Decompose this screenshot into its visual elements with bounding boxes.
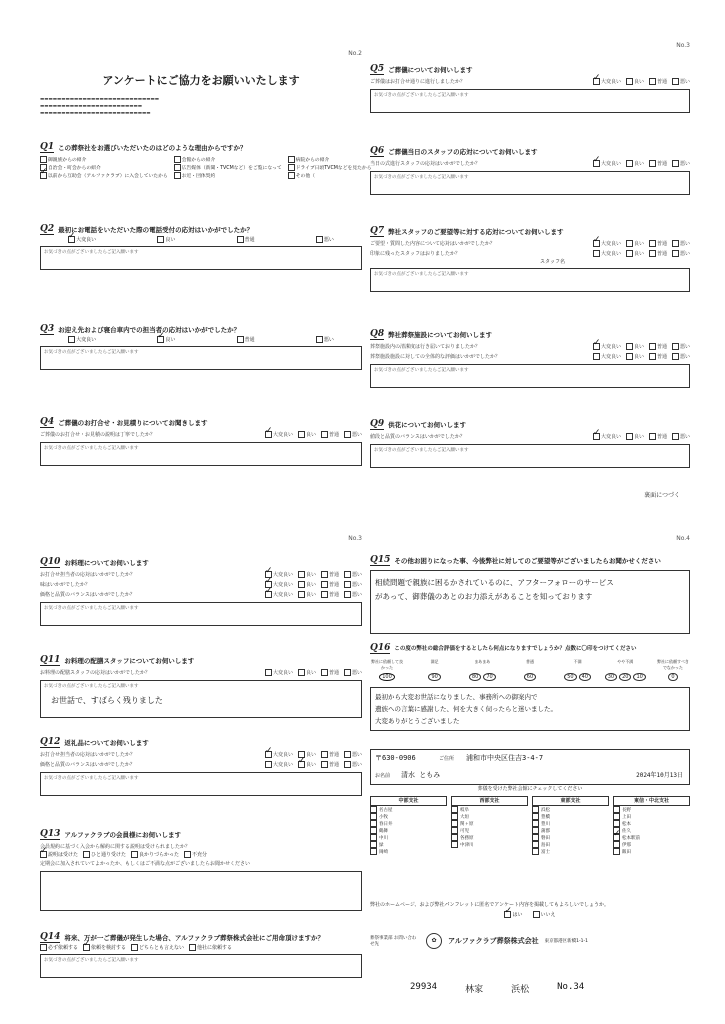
- region-hall-option[interactable]: [532, 827, 609, 834]
- region-hall-option[interactable]: [532, 841, 609, 848]
- rating-score-option[interactable]: 0: [668, 673, 677, 681]
- checkbox[interactable]: [532, 820, 539, 827]
- question-number: Q1: [40, 141, 55, 152]
- rating-scale-label: 満足: [430, 659, 439, 664]
- q1-option[interactable]: 自治会・町会からの紹介: [40, 164, 168, 171]
- checkbox[interactable]: [370, 806, 377, 813]
- region-hall-option[interactable]: [370, 848, 447, 855]
- question-text: ご葬儀当日のスタッフの応対についてお伺いします: [388, 147, 538, 156]
- region-hall-option[interactable]: [451, 827, 528, 834]
- handwritten-line-1: 最初から大変お世話になりました、事務所への御案内で: [375, 693, 538, 701]
- region-hall-option[interactable]: [532, 806, 609, 813]
- checkbox[interactable]: [613, 813, 620, 820]
- question-number: Q8: [370, 328, 385, 339]
- region-hall-label: 鶴舞: [379, 828, 388, 834]
- address-value: 浦和市中央区住吉3-4-7: [466, 754, 544, 762]
- region-column: [532, 796, 609, 855]
- rating-scale-label: 普通: [525, 659, 534, 664]
- rating-scale-label: やや不満: [617, 659, 634, 664]
- region-hall-option[interactable]: [613, 834, 690, 841]
- region-hall-label: 岐阜: [460, 807, 469, 813]
- rating-score-option[interactable]: 30: [605, 673, 617, 681]
- q1-option[interactable]: ドライブ日頃TVCMなどを見たから: [288, 164, 372, 171]
- region-hall-label: 蒲郡: [541, 828, 550, 834]
- survey-sheet-page-3b: [40, 535, 362, 1015]
- checkbox[interactable]: [613, 806, 620, 813]
- comment-box[interactable]: お気づきの点がございましたらご記入願います: [370, 268, 690, 292]
- region-column-header: 東部支社: [532, 796, 609, 806]
- rating-scale: [370, 659, 690, 681]
- survey-intro: ▬▬▬▬▬▬▬▬▬▬▬▬▬▬▬▬▬▬▬▬▬▬▬▬▬▬▬▬ ▬▬▬▬▬▬▬▬▬▬▬▬▬▬▬▬▬▬▬▬▬▬▬▬ ▬▬▬▬▬▬▬▬▬▬▬▬▬▬▬▬▬▬▬▬▬▬▬▬▬▬: [40, 97, 160, 116]
- region-hall-label: 松本: [622, 821, 631, 827]
- address-block[interactable]: [370, 749, 690, 785]
- name-value: 清水 ともみ: [401, 771, 441, 779]
- question-15: [370, 553, 690, 634]
- question-text: 返礼品についてお伺いします: [64, 738, 149, 747]
- region-hall-label: 大垣: [460, 814, 469, 820]
- question-number: Q9: [370, 418, 385, 429]
- consent-yes[interactable]: ✓ はい: [504, 911, 522, 918]
- question-7: Q7 弊社スタッフのご要望等に対する応対についてお伺いします ご要望・質問した内容について応対はいかがでしたか？ ✓ 大変良い 良い 普通 悪い 印象に残ったスタッフはおりましたか？ 大変良い 良い 普通 悪い スタッフ名 お気づきの点がございましたらご記入願います: [370, 224, 690, 292]
- region-column-header: 西部支社: [451, 796, 528, 806]
- question-text: 弊社葬祭施設についてお伺いします: [388, 330, 492, 339]
- rating-good[interactable]: 良い: [157, 236, 175, 243]
- question-2: [40, 222, 362, 270]
- question-text: ご葬儀のお打合せ・お見積りについてお聞きします: [58, 418, 208, 427]
- rating-score-option[interactable]: 60: [524, 673, 536, 681]
- question-16: [370, 641, 690, 731]
- region-hall-option[interactable]: [613, 813, 690, 820]
- rating-options: [40, 336, 362, 343]
- page-number: No.2: [348, 50, 362, 57]
- region-column: [613, 796, 690, 855]
- question-text: 供花についてお伺いします: [388, 420, 466, 429]
- rating-scale-column: [370, 659, 404, 681]
- staff-name-label: スタッフ名: [540, 259, 566, 265]
- checkbox[interactable]: [532, 806, 539, 813]
- rating-scale-column: [465, 659, 499, 681]
- region-column-header: 中部支社: [370, 796, 447, 806]
- checkbox[interactable]: [370, 820, 377, 827]
- checkbox[interactable]: [613, 841, 620, 848]
- handwritten-line-2: があって、御葬儀のあとのお力添えがあることを知っております: [375, 592, 593, 601]
- comment-box[interactable]: お気づきの点がございましたらご記入願います お世話で、すばらく残りました: [40, 680, 362, 718]
- region-hall-label: 島田: [541, 842, 550, 848]
- rating-scale-label: 弊社に依頼して良かった: [371, 659, 403, 670]
- question-number: Q3: [40, 323, 55, 334]
- comment-box[interactable]: お気づきの点がございましたらご記入願います: [40, 246, 362, 270]
- checkbox[interactable]: [370, 848, 377, 855]
- q1-options: [40, 156, 372, 179]
- comment-box[interactable]: お気づきの点がございましたらご記入願います: [370, 89, 690, 113]
- region-hall-option[interactable]: [613, 841, 690, 848]
- page-number: No.4: [676, 535, 690, 542]
- consent-text: 弊社のホームページ、および弊社パンフレットに匿名でアンケート内容を掲載してもよろしいでしょうか。: [370, 902, 609, 908]
- region-hall-label: 浜松: [541, 807, 550, 813]
- date-value: 2024年10月13日: [636, 772, 683, 779]
- rating-normal[interactable]: 普通: [237, 336, 255, 343]
- rating-very-good[interactable]: ✓ 大変良い: [68, 236, 96, 243]
- checkbox[interactable]: [532, 848, 539, 855]
- checkbox[interactable]: [532, 834, 539, 841]
- checkbox[interactable]: [532, 841, 539, 848]
- checkbox[interactable]: [370, 841, 377, 848]
- checkbox[interactable]: [451, 841, 458, 848]
- rating-normal[interactable]: 普通: [237, 236, 255, 243]
- comment-box[interactable]: お気づきの点がございましたらご記入願います: [40, 442, 362, 466]
- checkbox[interactable]: [451, 820, 458, 827]
- company-contact-label: 葬祭事業部 お問い合わせ先: [370, 936, 417, 947]
- question-number: Q15: [370, 554, 391, 565]
- rating-score-option[interactable]: 20: [619, 673, 631, 681]
- rating-scale-column: [608, 659, 642, 681]
- region-hall-option[interactable]: [370, 806, 447, 813]
- question-13: Q13 アルファクラブの会員様にお伺いします 会員規約に基づく入会から解約に関する説明は受けられましたか？ ✓ 説明は受けた ひと通り受けた 良かりづらかった 不充分 定期会に加入されていてよかったか、もしくはご不満な点がございましたらお聞かせください: [40, 827, 362, 911]
- region-hall-option[interactable]: [451, 820, 528, 827]
- region-hall-option[interactable]: [370, 813, 447, 820]
- q1-option[interactable]: 広告媒体（新聞・TVCMなど）をご覧になって: [174, 164, 282, 171]
- checkbox[interactable]: [613, 834, 620, 841]
- q1-option[interactable]: お近・団体契約: [174, 172, 282, 179]
- question-number: Q16: [370, 642, 391, 653]
- q1-option-selected[interactable]: ✓ 以前から互助会（アルファクラブ）に入会していたから: [40, 172, 168, 179]
- rating-scale-column: [513, 659, 547, 681]
- question-text: 将来、万が一ご葬儀が発生した場合、アルファクラブ葬祭株式会社にご用命頂けますか？: [64, 933, 324, 942]
- company-footer: [370, 933, 690, 949]
- checkbox[interactable]: [451, 827, 458, 834]
- company-address: 東京都港区新橋1-1-1: [544, 939, 588, 944]
- question-text: お迎え先および寝台車内での担当者の応対はいかがでしたか？: [58, 325, 241, 334]
- region-hall-label: 飯田: [622, 849, 631, 855]
- question-10: Q10 お料理についてお伺いします お打合せ担当者の応対はいかがでしたか？ ✓ 大変良い 良い 普通 悪い 味はいかがでしたか？ ✓ 大変良い 良い 普通 悪い 価格と品質のバランスはいかがでしたか？ ✓ 大変良い 良い 普通 悪い お気づきの点がございましたらご記入願います: [40, 555, 362, 626]
- checkbox[interactable]: [532, 813, 539, 820]
- region-hall-label: 小牧: [379, 814, 388, 820]
- question-number: Q11: [40, 654, 61, 665]
- handwritten-comment: お世話で、すばらく残りました: [51, 696, 163, 705]
- region-hall-label: 緑: [379, 842, 384, 848]
- region-hall-label: 関ヶ原: [460, 821, 474, 827]
- checkbox[interactable]: [532, 827, 539, 834]
- rating-options: [40, 236, 362, 243]
- checkbox[interactable]: [451, 806, 458, 813]
- rating-scale-label: 不満: [573, 659, 582, 664]
- sub-question: ご葬儀のお打合せ・お見積の説明は丁寧でしたか？ ✓ 大変良い 良い 普通 悪い: [40, 429, 362, 439]
- page-number: No.3: [348, 535, 362, 542]
- question-number: Q4: [40, 416, 55, 427]
- question-9: Q9 供花についてお伺いします 値段と品質のバランスはいかがでしたか？ ✓ 大変良い 良い 普通 悪い お気づきの点がございましたらご記入願います: [370, 417, 690, 468]
- region-hall-label: 伊那: [622, 842, 631, 848]
- region-hall-option[interactable]: [451, 841, 528, 848]
- question-text: 最初にお電話をいただいた際の電話受付の応対はいかがでしたか？: [58, 225, 254, 234]
- region-hall-option[interactable]: [370, 827, 447, 834]
- region-hall-option[interactable]: [532, 820, 609, 827]
- region-hall-label: 岡崎: [379, 849, 388, 855]
- region-column: [370, 796, 447, 855]
- region-column: [451, 796, 528, 855]
- rating-scale-column: [418, 659, 452, 681]
- rating-score-option[interactable]: 10: [633, 673, 645, 681]
- region-hall-option[interactable]: [613, 806, 690, 813]
- q1-option[interactable]: 病院からの紹介: [288, 156, 372, 163]
- question-12: Q12 返礼品についてお伺いします お打合せ担当者の応対はいかがでしたか？ ✓ 大変良い 良い 普通 悪い 価格と品質のバランスはいかがでしたか？ 大変良い ✓ 良い 普通 悪い お気づきの点がございましたらご記入願います: [40, 735, 362, 796]
- comment-box[interactable]: お気づきの点がございましたらご記入願います: [40, 954, 362, 978]
- hall-name: 林家: [465, 985, 484, 995]
- survey-title: アンケートにご協力をお願いいたします: [102, 74, 300, 87]
- question-3: [40, 322, 362, 370]
- question-6: Q6 ご葬儀当日のスタッフの応対についてお伺いします 当日の式進行スタッフの応対はいかがでしたか？ ✓ 大変良い 良い 普通 悪い お気づきの点がございましたらご記入願います: [370, 144, 690, 195]
- question-11: Q11 お料理の配膳スタッフについてお伺いします お料理の配膳スタッフの応対はいかがでしたか？ 大変良い 良い 普通 悪い お気づきの点がございましたらご記入願います お世話で、すばらく残りました: [40, 653, 362, 718]
- region-hall-label: 磐田: [541, 835, 550, 841]
- staff-name: 浜松: [511, 985, 530, 995]
- region-hall-label: 可児: [460, 828, 469, 834]
- region-column-header: 東信・中北支社: [613, 796, 690, 806]
- question-number: Q2: [40, 223, 55, 234]
- question-number: Q14: [40, 931, 61, 942]
- question-text: その他お困りになった事、今後弊社に対してのご要望等がございましたらお聞かせください: [394, 556, 661, 565]
- question-14: Q14 将来、万が一ご葬儀が発生した場合、アルファクラブ葬祭株式会社にご用命頂けますか？ 必ず依頼する ✓ 依頼を検討する どちらとも言えない 他社に依頼する お気づきの点がございましたらご記入願います: [40, 930, 362, 978]
- region-hall-option[interactable]: [613, 820, 690, 827]
- comment-box[interactable]: お気づきの点がございましたらご記入願います: [370, 444, 690, 468]
- region-hall-option[interactable]: [370, 834, 447, 841]
- page-number: No.3: [676, 42, 690, 49]
- comment-box[interactable]: お気づきの点がございましたらご記入願います: [370, 364, 690, 388]
- question-text: ご葬儀についてお伺いします: [388, 65, 473, 74]
- question-number: Q5: [370, 63, 385, 74]
- question-number: Q12: [40, 736, 61, 747]
- checkbox[interactable]: [613, 820, 620, 827]
- region-hall-option[interactable]: [370, 841, 447, 848]
- q1-option[interactable]: 御親族からの紹介: [40, 156, 168, 163]
- checkbox[interactable]: [370, 834, 377, 841]
- question-number: Q7: [370, 225, 385, 236]
- rating-very-good[interactable]: 大変良い: [68, 336, 96, 343]
- rating-scale-label: まあまあ: [474, 659, 491, 664]
- comment-box[interactable]: [370, 687, 690, 731]
- record-number: No.34: [557, 982, 585, 992]
- checkbox[interactable]: [451, 834, 458, 841]
- region-hall-label: 長野: [622, 807, 631, 813]
- rating-bad[interactable]: 悪い: [316, 336, 334, 343]
- comment-box[interactable]: お気づきの点がございましたらご記入願います: [40, 602, 362, 626]
- comment-box[interactable]: お気づきの点がございましたらご記入願います: [370, 171, 690, 195]
- rating-score-option[interactable]: 40: [579, 673, 591, 681]
- region-hall-label: 松本駅前: [622, 835, 640, 841]
- rating-scale-column: [561, 659, 595, 681]
- company-logo-icon: ✿: [426, 933, 442, 949]
- region-hall-label: 富士: [541, 849, 550, 855]
- region-hall-option[interactable]: [451, 813, 528, 820]
- region-hall-option[interactable]: [613, 827, 690, 834]
- region-heading: 葬儀を受けた弊社会館にチェックしてください: [477, 786, 583, 792]
- consent-block: [370, 901, 690, 918]
- comment-box[interactable]: お気づきの点がございましたらご記入願います: [40, 772, 362, 796]
- company-name: アルファクラブ葬祭株式会社: [448, 937, 539, 945]
- region-hall-option[interactable]: [451, 834, 528, 841]
- question-number: Q6: [370, 145, 385, 156]
- region-hall-option[interactable]: [532, 848, 609, 855]
- rating-scale-label: 弊社に依頼すべきでなかった: [656, 659, 689, 670]
- region-hall-label: 豊川: [541, 821, 550, 827]
- rating-score-option[interactable]: 80: [469, 673, 481, 681]
- comment-box[interactable]: お気づきの点がございましたらご記入願います: [40, 346, 362, 370]
- question-number: Q13: [40, 828, 61, 839]
- checkbox[interactable]: [613, 848, 620, 855]
- question-5: Q5 ご葬儀についてお伺いします ご葬儀はお打合せ通りに進行しましたか？ ✓ 大変良い 良い 普通 悪い お気づきの点がございましたらご記入願います: [370, 62, 690, 113]
- question-text: アルファクラブの会員様にお伺いします: [64, 830, 181, 839]
- region-hall-label: 中川: [379, 835, 388, 841]
- checkbox[interactable]: [370, 813, 377, 820]
- record-id: 29934: [410, 982, 438, 992]
- comment-box[interactable]: [370, 570, 690, 634]
- region-hall-option[interactable]: [532, 834, 609, 841]
- rating-score-selected[interactable]: 100: [379, 673, 395, 681]
- region-grid: [370, 796, 690, 855]
- region-hall-option[interactable]: [532, 813, 609, 820]
- question-text: この葬祭社をお選びいただいたのはどのような理由からですか？: [58, 143, 247, 152]
- handwritten-line-2: 遺族への言葉に感謝した、何を大きく伺ったらと迷いました。: [375, 705, 557, 713]
- handwritten-line-1: 相続問題で親族に困るかされているのに、アフターフォローのサービス: [375, 578, 614, 587]
- region-hall-option[interactable]: [370, 820, 447, 827]
- region-hall-label: 佐久: [622, 828, 631, 834]
- region-hall-label: 名古屋: [379, 807, 393, 813]
- question-1: [40, 140, 372, 179]
- region-hall-label: 上田: [622, 814, 631, 820]
- question-text: この度の弊社の総合評価をするとしたら何点になりますでしょうか？点数に〇印をつけてください: [394, 646, 637, 652]
- survey-sheet-page-4: [370, 535, 690, 1015]
- rating-score-option[interactable]: 90: [428, 673, 440, 681]
- question-text: お料理の配膳スタッフについてお伺いします: [64, 656, 195, 665]
- address-label: ご住所: [439, 756, 455, 762]
- survey-sheet-page-3: [370, 42, 690, 512]
- question-number: Q10: [40, 556, 61, 567]
- consent-no[interactable]: いいえ: [533, 911, 556, 918]
- zip-code: 〒630-0906: [375, 754, 416, 762]
- checkbox[interactable]: [451, 813, 458, 820]
- rating-good[interactable]: ✓ 良い: [157, 336, 175, 343]
- question-text: お料理についてお伺いします: [64, 558, 149, 567]
- region-section: [370, 785, 690, 855]
- question-text: 弊社スタッフのご要望等に対する応対についてお伺いします: [388, 227, 564, 236]
- handwritten-line-3: 大変ありがとうございました: [375, 717, 460, 725]
- checkbox[interactable]: [370, 827, 377, 834]
- rating-score-option[interactable]: 70: [483, 673, 495, 681]
- survey-sheet-page-2: [40, 50, 372, 510]
- region-hall-option[interactable]: [613, 848, 690, 855]
- continue-on-back: 裏面につづく: [644, 492, 680, 499]
- region-hall-label: 豊橋: [541, 814, 550, 820]
- name-label: お名前: [375, 773, 391, 779]
- bottom-handwritten-footer: [410, 982, 710, 995]
- comment-box[interactable]: [40, 871, 362, 911]
- region-hall-label: 中津川: [460, 842, 474, 848]
- region-hall-label: 各務原: [460, 835, 474, 841]
- question-8: Q8 弊社葬祭施設についてお伺いします 葬祭施設内の清潔度は行き届いておりましたか？ ✓ 大変良い 良い 普通 悪い 葬祭施設施設に対しての全体的な評価はいかがでしたか？ 大変良い 良い 普通 悪い お気づきの点がございましたらご記入願います: [370, 327, 690, 388]
- region-hall-label: 春日井: [379, 821, 393, 827]
- q1-option[interactable]: その他（: [288, 172, 372, 179]
- rating-score-option[interactable]: 50: [564, 673, 576, 681]
- rating-bad[interactable]: 悪い: [316, 236, 334, 243]
- rating-scale-column: [656, 659, 690, 681]
- question-4: [40, 415, 362, 466]
- region-hall-option[interactable]: [451, 806, 528, 813]
- q1-option[interactable]: 会館からの紹介: [174, 156, 282, 163]
